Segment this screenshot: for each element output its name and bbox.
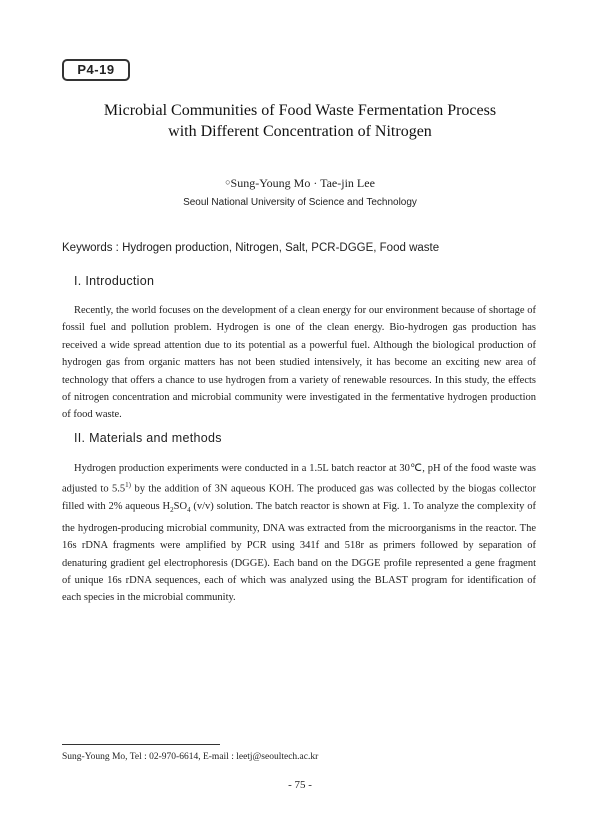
title-line-1: Microbial Communities of Food Waste Fermentation Process	[103, 102, 497, 119]
section-heading-introduction: I. Introduction	[74, 274, 155, 288]
affiliation: Seoul National University of Science and Technology	[183, 197, 417, 208]
methods-text-3: SO	[173, 501, 188, 513]
reference-superscript: 1)	[125, 481, 132, 490]
title-line-2: with Different Concentration of Nitrogen	[168, 123, 432, 140]
page-number: - 75 -	[288, 779, 312, 791]
poster-id-badge: P4-19	[62, 59, 130, 81]
methods-text-4: (v/v) solution. The batch reactor is shown at Fig. 1. To analyze the complexity of the hydrogen-producing microbial community, DNA was extracted from the microorganisms in the reactor. The 16s rDNA fragments were amplified by PCR using 341f and 518r as primers followed by separation of denaturing gradient gel electrophoresis (DGGE). Each band on the DGGE profile represented a gene fragment of unique 16s rDNA sequences, each of which was analyzed using the BLAST program for identification of each species in the microbial community.	[62, 501, 536, 604]
footnote-rule	[62, 744, 220, 745]
authors	[60, 176, 540, 191]
methods-text-2: by the addition of 3N aqueous KOH. The produced gas was collected by the biogas collector filled with 2% aqueous H	[62, 483, 536, 513]
keywords: Keywords : Hydrogen production, Nitrogen, Salt, PCR-DGGE, Food waste	[62, 242, 440, 254]
subscript-4: 4	[187, 506, 191, 515]
presenter-mark: ○	[225, 177, 231, 187]
methods-paragraph	[62, 460, 536, 607]
introduction-paragraph: Recently, the world focuses on the development of a clean energy for our environment because of shortage of fossil fuel and pollution problem. Hydrogen is one of the clean energy. Bio-hydrogen gas production has received a wide spread attention due to its potential as a powerful fuel. Although the biological production of hydrogen gas from organic matters has not been studied intensively, it has become an exciting new area of technology that offers a chance to use hydrogen from a variety of renewable resources. In this study, the effects of nitrogen concentration and microbial community were investigated in the fermentative hydrogen production of food waste.	[62, 305, 536, 421]
author-names: Sung-Young Mo · Tae-jin Lee	[230, 176, 375, 190]
section-heading-methods: II. Materials and methods	[74, 431, 222, 445]
methods-text-1: Hydrogen production experiments were conducted in a 1.5L batch reactor at 30℃, pH of the food waste was adjusted to 5.5	[62, 463, 536, 495]
subscript-2: 2	[170, 506, 174, 515]
footnote: Sung-Young Mo, Tel : 02-970-6614, E-mail : leetj@seoultech.ac.kr	[62, 752, 319, 762]
